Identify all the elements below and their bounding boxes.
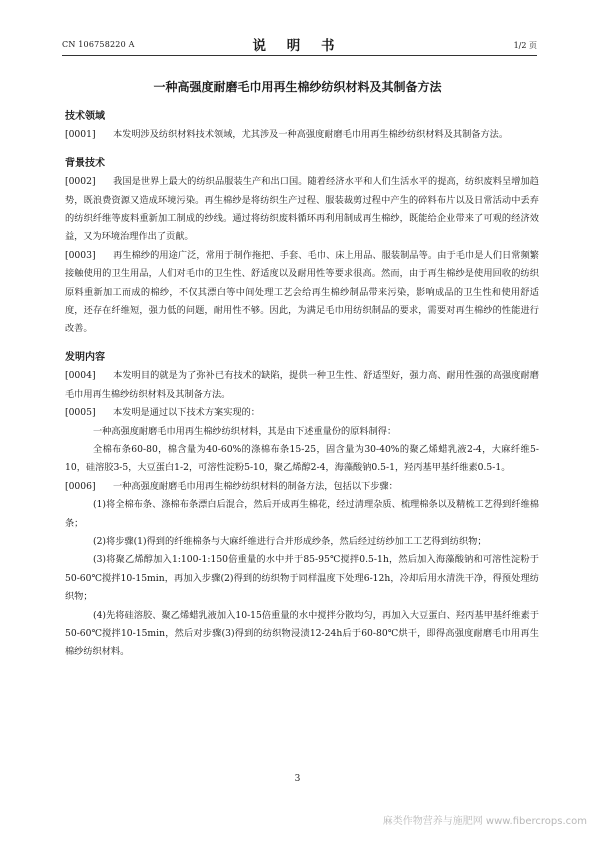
paragraph-number: [0002] <box>65 176 96 188</box>
paragraph-0003 <box>65 247 539 339</box>
paragraph-number: [0003] <box>65 249 96 261</box>
paragraph-text: 本发明涉及纺织材料技术领域，尤其涉及一种高强度耐磨毛巾用再生棉纱纺织材料及其制备方法。 <box>113 129 509 141</box>
section-spacer <box>65 339 539 349</box>
paragraph-0005-material: 一种高强度耐磨毛巾用再生棉纱纺织材料，其是由下述重量份的原料制得： <box>93 425 397 437</box>
paragraph-number: [0005] <box>65 407 96 419</box>
paragraph-0005-composition: 全棉布条60-80，棉含量为40-60%的涤棉布条15-25，固含量为30-40%的聚乙烯蜡乳液2-4，大麻纤维5-10，硅溶胶3-5，大豆蛋白1-2，可溶性淀粉5-10，聚乙烯醇2-4，海藻酸钠0.5-1，羟丙基甲基纤维素0.5-1。 <box>65 443 539 474</box>
paragraph-number: [0001] <box>65 129 96 141</box>
paragraph-0001 <box>65 126 539 144</box>
document-title: 一种高强度耐磨毛巾用再生棉纱纺织材料及其制备方法 <box>153 80 442 94</box>
section-heading-invention: 发明内容 <box>65 351 105 363</box>
step-4: (4)先将硅溶胶、聚乙烯蜡乳液加入10-15倍重量的水中搅拌分散均匀，再加入大豆蛋白、羟丙基甲基纤维素于50-60℃搅拌10-15min，然后对步骤(3)得到的纺织物浸渍12-24h后于60-80℃烘干，即得高强度耐磨毛巾用再生棉纱纺织材料。 <box>65 609 539 658</box>
paragraph-text: 再生棉纱的用途广泛，常用于制作拖把、手套、毛巾、床上用品、服装制品等。由于毛巾是人们日常频繁接触使用的卫生用品，人们对毛巾的卫生性、舒适度以及耐用性等要求很高。然而，由于再生棉纱是使用回收的纺织原料重新加工而成的棉纱，不仅其漂白等中间处理工艺会给再生棉纱制品带来污染，影响成品的卫生性和使用舒适度，还存在纤维短，强力低的问题，耐用性不够。因此，为满足毛巾用纺织制品的要求，需要对再生棉纱的性能进行改善。 <box>65 249 539 335</box>
paragraph-text: 本发明目的就是为了弥补已有技术的缺陷，提供一种卫生性、舒适型好，强力高、耐用性强的高强度耐磨毛巾用再生棉纱纺织材料及其制备方法。 <box>65 370 539 400</box>
document-type-label: 说 明 书 <box>252 38 343 54</box>
section-heading-tech-field: 技术领域 <box>65 111 105 122</box>
step-3: (3)将聚乙烯醇加入1:100-1:150倍重量的水中并于85-95℃搅拌0.5-1h，然后加入海藻酸钠和可溶性淀粉于50-60℃搅拌10-15min，再加入步骤(2)得到的纺织物于同样温度下处理6-12h，冷却后用水清洗干净，得预处理纺织物； <box>65 554 539 603</box>
paragraph-number: [0006] <box>65 480 96 492</box>
paragraph-number: [0004] <box>65 370 96 382</box>
document-body <box>65 108 539 662</box>
page-indicator: 1/2 页 <box>513 41 537 50</box>
paragraph-0002 <box>65 173 539 247</box>
paragraph-0005 <box>65 404 539 422</box>
watermark-text: 麻类作物营养与施肥网 www.fibercrops.com <box>382 816 587 827</box>
step-2: (2)将步骤(1)得到的纤维棉条与大麻纤维进行合并形成纱条，然后经过纺纱加工工艺得到纺织物； <box>93 535 487 547</box>
header-rule <box>62 55 537 56</box>
paragraph-text: 一种高强度耐磨毛巾用再生棉纱纺织材料的制备方法，包括以下步骤： <box>113 480 398 492</box>
page-number: 3 <box>294 774 301 784</box>
section-heading-background: 背景技术 <box>65 157 105 169</box>
step-1: (1)将全棉布条、涤棉布条漂白后混合，然后开成再生棉花，经过清理杂质、梳理棉条以及精梳工艺得到纤维棉条； <box>65 499 539 529</box>
section-spacer <box>65 145 539 155</box>
paragraph-0006 <box>65 478 539 496</box>
paragraph-text: 我国是世界上最大的纺织品服装生产和出口国。随着经济水平和人们生活水平的提高，纺织废料呈增加趋势，既浪费资源又造成环境污染。再生棉纱是将纺织生产过程、服装裁剪过程中产生的碎料布片以及日常活动中丢弃的纺织纤维等废料重新加工制成的纱线。通过将纺织废料循环再利用制成再生棉纱，既能给企业带来了可观的经济效益，又为环境治理作出了贡献。 <box>65 176 539 243</box>
publication-number: CN 106758220 A <box>62 40 135 49</box>
paragraph-0004 <box>65 367 539 404</box>
paragraph-text: 本发明是通过以下技术方案实现的： <box>113 407 260 419</box>
